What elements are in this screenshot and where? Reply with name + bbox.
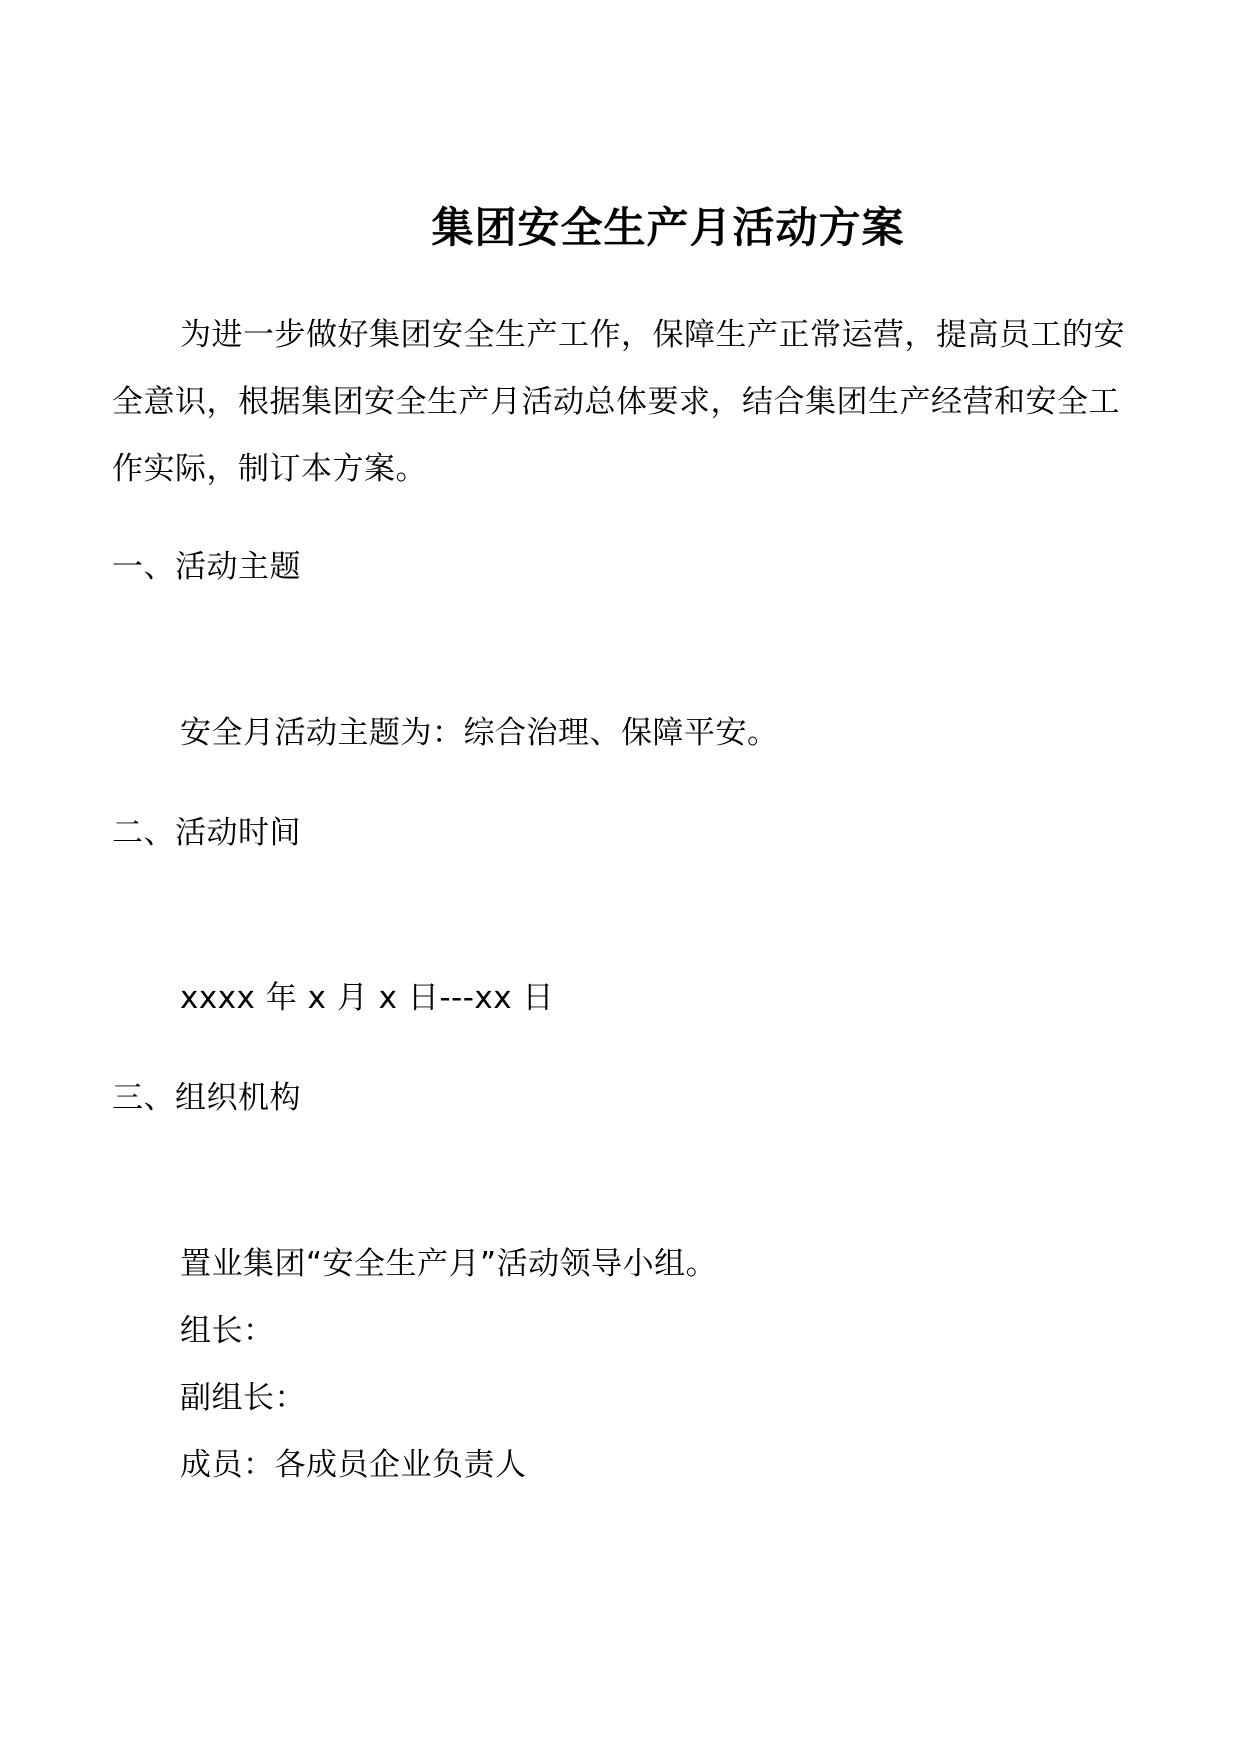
section-body-leader: 组长：	[180, 1313, 275, 1349]
section-heading-time: 二、活动时间	[112, 815, 301, 851]
section-body-members: 成员：各成员企业负责人	[180, 1447, 527, 1483]
document-title: 集团安全生产月活动方案	[431, 203, 905, 252]
intro-paragraph: 为进一步做好集团安全生产工作，保障生产正常运营，提高员工的安全意识，根据集团安全生产月活动总体要求，结合集团生产经营和安全工作实际，制订本方案。	[112, 317, 1125, 487]
section-body-time: xxxx 年 x 月 x 日---xx 日	[180, 980, 554, 1016]
section-body-group: 置业集团“安全生产月”活动领导小组。	[180, 1246, 718, 1282]
section-heading-theme: 一、活动主题	[112, 549, 301, 585]
section-heading-organization: 三、组织机构	[112, 1080, 301, 1116]
section-body-deputy-leader: 副组长：	[180, 1380, 306, 1416]
section-body-theme: 安全月活动主题为：综合治理、保障平安。	[180, 715, 779, 751]
